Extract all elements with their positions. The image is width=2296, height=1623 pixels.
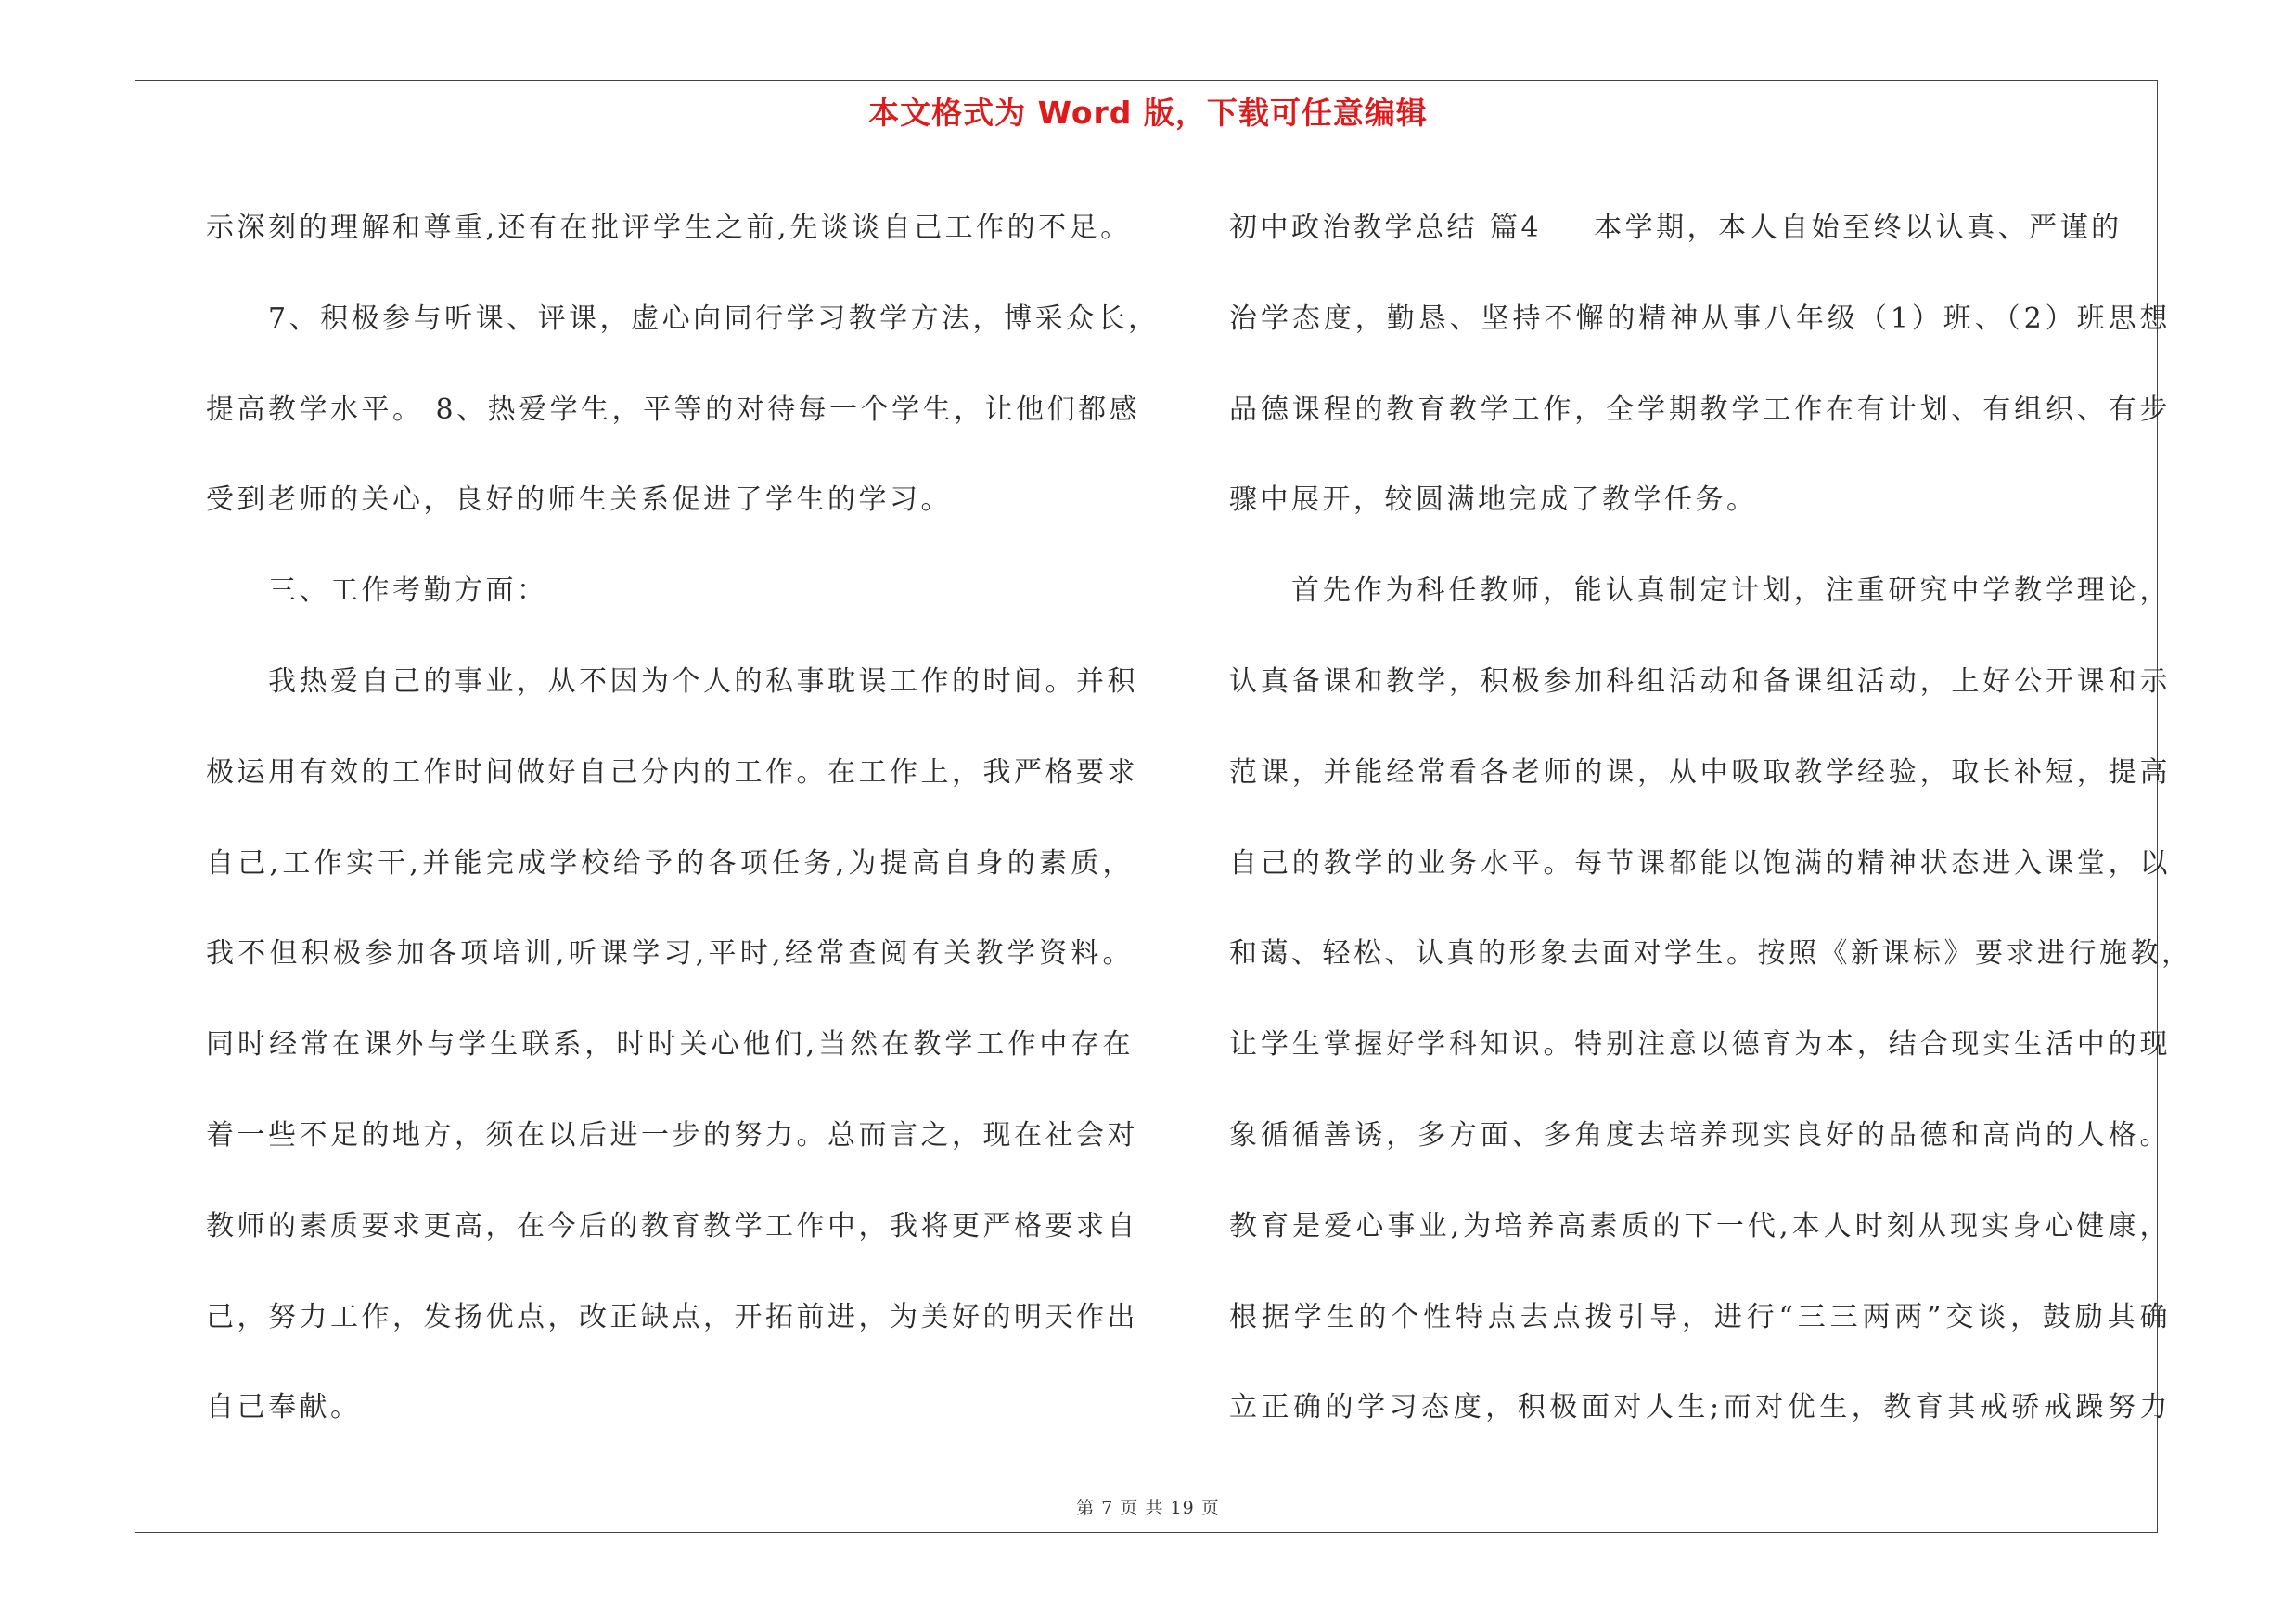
text-line: 自己奉献。 [206, 1391, 362, 1424]
text-line: 同时经常在课外与学生联系，时时关心他们,当然在教学工作中存在 [206, 1028, 1134, 1062]
text-line: 品德课程的教育教学工作，全学期教学工作在有计划、有组织、有步 [1229, 393, 2171, 426]
text-line: 7、积极参与听课、评课，虚心向同行学习教学方法，博采众长， [268, 302, 1160, 335]
left-column [206, 183, 1160, 1453]
text-line: 让学生掌握好学科知识。特别注意以德育为本，结合现实生活中的现 [1229, 1028, 2171, 1062]
text-line: 己，努力工作，发扬优点，改正缺点，开拓前进，为美好的明天作出 [206, 1300, 1138, 1333]
text-line: 立正确的学习态度，积极面对人生;而对优生，教育其戒骄戒躁努力 [1229, 1391, 2171, 1424]
text-line: 教师的素质要求更高，在今后的教育教学工作中，我将更严格要求自 [206, 1209, 1138, 1243]
text-line: 根据学生的个性特点去点拨引导，进行“三三两两”交谈，鼓励其确 [1229, 1300, 2171, 1333]
text-line: 我热爱自己的事业，从不因为个人的私事耽误工作的时间。并积 [268, 664, 1138, 698]
text-line: 象循循善诱，多方面、多角度去培养现实良好的品德和高尚的人格。 [1229, 1118, 2171, 1152]
text-line: 治学态度，勤恳、坚持不懈的精神从事八年级（1）班、（2）班思想 [1229, 302, 2171, 335]
text-line: 首先作为科任教师，能认真制定计划，注重研究中学教学理论， [1291, 574, 2171, 608]
text-line: 着一些不足的地方，须在以后进一步的努力。总而言之，现在社会对 [206, 1118, 1138, 1152]
text-line: 骤中展开，较圆满地完成了教学任务。 [1229, 483, 1758, 517]
section-title: 初中政治教学总结 篇4 [1229, 212, 1543, 244]
text-line: 和蔼、轻松、认真的形象去面对学生。按照《新课标》要求进行施教， [1229, 937, 2193, 971]
text-line [1229, 183, 2171, 274]
text-line: 认真备课和教学，积极参加科组活动和备课组活动，上好公开课和示 [1229, 664, 2171, 698]
right-column [1229, 183, 2193, 1453]
text-line: 自己,工作实干,并能完成学校给予的各项任务,为提高自身的素质， [206, 846, 1134, 880]
text-line-content: 本学期，本人自始至终以认真、严谨的 [1594, 212, 2123, 244]
text-line: 受到老师的关心，良好的师生关系促进了学生的学习。 [206, 483, 952, 517]
text-line: 自己的教学的业务水平。每节课都能以饱满的精神状态进入课堂，以 [1229, 846, 2171, 880]
text-line: 极运用有效的工作时间做好自己分内的工作。在工作上，我严格要求 [206, 755, 1138, 789]
section-heading: 三、工作考勤方面： [268, 574, 548, 608]
text-line: 教育是爱心事业,为培养高素质的下一代,本人时刻从现实身心健康， [1229, 1209, 2171, 1243]
text-line: 我不但积极参加各项培训,听课学习,平时,经常查阅有关教学资料。 [206, 937, 1134, 971]
format-banner: 本文格式为 Word 版，下载可任意编辑 [868, 95, 1428, 131]
page-number: 第 7 页 共 19 页 [1076, 1498, 1220, 1518]
text-line: 范课，并能经常看各老师的课，从中吸取教学经验，取长补短，提高 [1229, 755, 2171, 789]
text-line: 提高教学水平。 8、热爱学生，平等的对待每一个学生，让他们都感 [206, 393, 1141, 426]
text-line: 示深刻的理解和尊重,还有在批评学生之前,先谈谈自己工作的不足。 [206, 212, 1132, 244]
